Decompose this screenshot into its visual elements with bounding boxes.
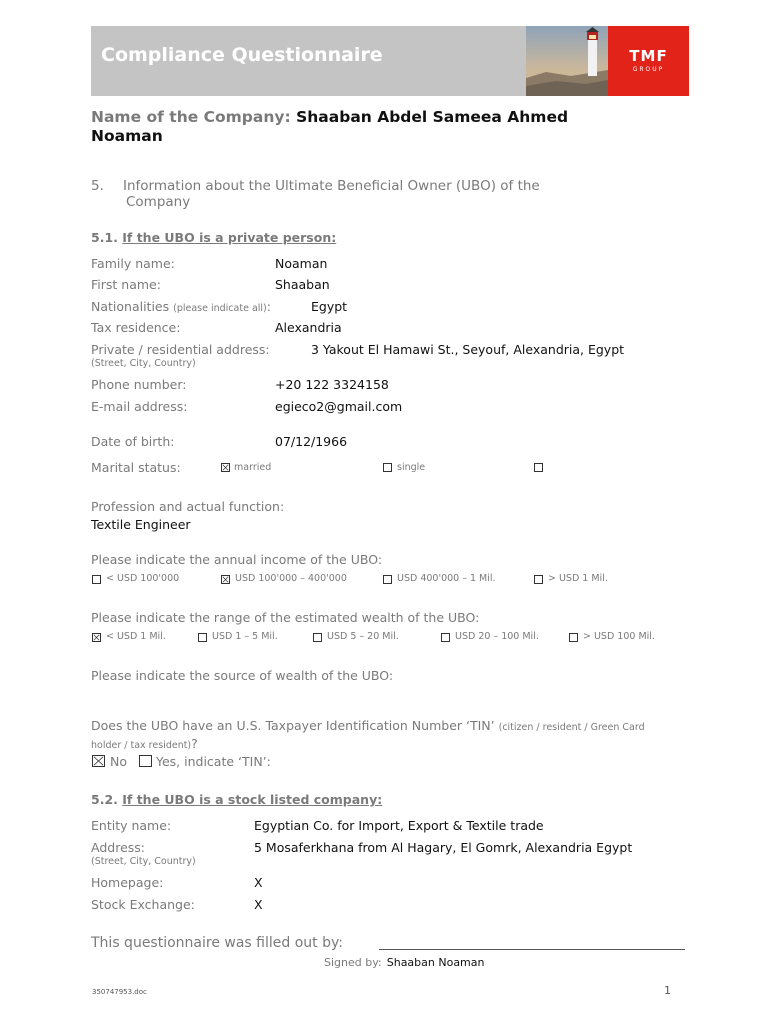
phone-label: Phone number: — [91, 377, 187, 392]
section52-heading — [91, 792, 382, 807]
income-label: Please indicate the annual income of the UBO: — [91, 552, 383, 567]
tin-question-text: Does the UBO have an U.S. Taxpayer Identification Number ‘TIN’ — [91, 718, 495, 733]
wealth-option-1-label: < USD 1 Mil. — [106, 631, 166, 642]
logo-text: TMF — [629, 47, 668, 65]
section5-number: 5. — [91, 178, 104, 194]
marital-married-label: married — [234, 462, 272, 473]
marital-other-checkbox[interactable] — [534, 463, 543, 472]
income-option-2-checkbox[interactable] — [221, 575, 230, 584]
header-banner — [91, 26, 689, 96]
tin-yes-checkbox[interactable] — [139, 755, 152, 767]
nationalities-value: Egypt — [311, 299, 348, 314]
address-label: Private / residential address: — [91, 342, 270, 357]
nationalities-note: (please indicate all) — [173, 303, 267, 314]
first-name-value: Shaaban — [275, 277, 330, 292]
signature-line — [379, 949, 685, 950]
tax-residence-label: Tax residence: — [91, 320, 181, 335]
wealth-option-5-label: > USD 100 Mil. — [583, 631, 655, 642]
company-name: Shaaban Abdel Sameea Ahmed — [296, 108, 569, 126]
tin-yes-label: Yes, indicate ‘TIN’: — [156, 754, 271, 769]
homepage-value: X — [254, 875, 263, 890]
profession-value: Textile Engineer — [91, 517, 191, 532]
logo-subtext: GROUP — [632, 66, 665, 73]
signed-by-name: Shaaban Noaman — [386, 956, 485, 969]
income-option-1-checkbox[interactable] — [92, 575, 101, 584]
page-number: 1 — [664, 984, 671, 997]
address-note: (Street, City, Country) — [91, 358, 196, 369]
section51-heading — [91, 230, 336, 245]
wealth-option-1-checkbox[interactable] — [92, 633, 101, 642]
tin-note: (citizen / resident / Green Card — [498, 722, 645, 733]
address-value: 3 Yakout El Hamawi St., Seyouf, Alexandria, Egypt — [311, 342, 625, 357]
company-name-cont: Noaman — [91, 127, 163, 145]
stock-exchange-label: Stock Exchange: — [91, 897, 195, 912]
section52-title: If the UBO is a stock listed company: — [122, 792, 383, 807]
wealth-source-label: Please indicate the source of wealth of the UBO: — [91, 668, 394, 683]
stock-exchange-value: X — [254, 897, 263, 912]
section5-title: Information about the Ultimate Beneficial Owner (UBO) of the — [123, 178, 540, 194]
family-name-label: Family name: — [91, 256, 175, 271]
section51-title: If the UBO is a private person: — [122, 230, 337, 245]
income-option-3-checkbox[interactable] — [383, 575, 392, 584]
wealth-option-4-label: USD 20 – 100 Mil. — [455, 631, 539, 642]
marital-married-checkbox[interactable] — [221, 463, 230, 472]
wealth-option-3-checkbox[interactable] — [313, 633, 322, 642]
wealth-option-5-checkbox[interactable] — [569, 633, 578, 642]
dob-value: 07/12/1966 — [275, 434, 348, 449]
family-name-value: Noaman — [275, 256, 328, 271]
wealth-option-4-checkbox[interactable] — [441, 633, 450, 642]
company-address-note: (Street, City, Country) — [91, 856, 196, 867]
first-name-label: First name: — [91, 277, 161, 292]
section52-number: 5.2. — [91, 792, 118, 807]
section5-title-cont: Company — [126, 194, 191, 210]
income-option-4-label: > USD 1 Mil. — [548, 573, 608, 584]
marital-status-label: Marital status: — [91, 460, 181, 475]
phone-value: +20 122 3324158 — [275, 377, 389, 392]
lighthouse-photo — [526, 26, 608, 96]
nationalities-colon: : — [266, 299, 271, 314]
dob-label: Date of birth: — [91, 434, 175, 449]
company-address-label: Address: — [91, 840, 145, 855]
tin-no-label: No — [110, 754, 127, 769]
entity-name-label: Entity name: — [91, 818, 172, 833]
tin-question-mark: ? — [191, 736, 198, 751]
marital-single-checkbox[interactable] — [383, 463, 392, 472]
homepage-label: Homepage: — [91, 875, 164, 890]
tin-question-cont — [91, 733, 198, 752]
entity-name-value: Egyptian Co. for Import, Export & Textile trade — [254, 818, 544, 833]
company-address-value: 5 Mosaferkhana from Al Hagary, El Gomrk, Alexandria Egypt — [254, 840, 633, 855]
tax-residence-value: Alexandria — [275, 320, 342, 335]
income-option-1-label: < USD 100'000 — [106, 573, 180, 584]
profession-label: Profession and actual function: — [91, 499, 285, 514]
signed-by-label: Signed by: — [324, 956, 382, 969]
company-label: Name of the Company: — [91, 108, 291, 126]
company-name-line1 — [91, 108, 568, 126]
marital-single-label: single — [397, 462, 426, 473]
wealth-option-3-label: USD 5 – 20 Mil. — [327, 631, 399, 642]
section51-number: 5.1. — [91, 230, 118, 245]
income-option-2-label: USD 100'000 – 400'000 — [235, 573, 347, 584]
income-option-3-label: USD 400'000 – 1 Mil. — [397, 573, 496, 584]
tin-no-checkbox[interactable] — [92, 755, 105, 767]
wealth-label: Please indicate the range of the estimated wealth of the UBO: — [91, 610, 480, 625]
tmf-logo — [608, 26, 689, 96]
filled-by-label: This questionnaire was filled out by: — [91, 935, 343, 951]
email-value: egieco2@gmail.com — [275, 399, 403, 414]
tin-note-cont: holder / tax resident) — [91, 740, 192, 751]
wealth-option-2-label: USD 1 – 5 Mil. — [212, 631, 278, 642]
page-title: Compliance Questionnaire — [101, 44, 383, 66]
document-id: 350747953.doc — [92, 988, 147, 996]
nationalities-label — [91, 299, 271, 314]
email-label: E-mail address: — [91, 399, 188, 414]
nationalities-label-text: Nationalities — [91, 299, 170, 314]
income-option-4-checkbox[interactable] — [534, 575, 543, 584]
tin-question — [91, 718, 645, 733]
signed-by — [324, 951, 485, 970]
wealth-option-2-checkbox[interactable] — [198, 633, 207, 642]
